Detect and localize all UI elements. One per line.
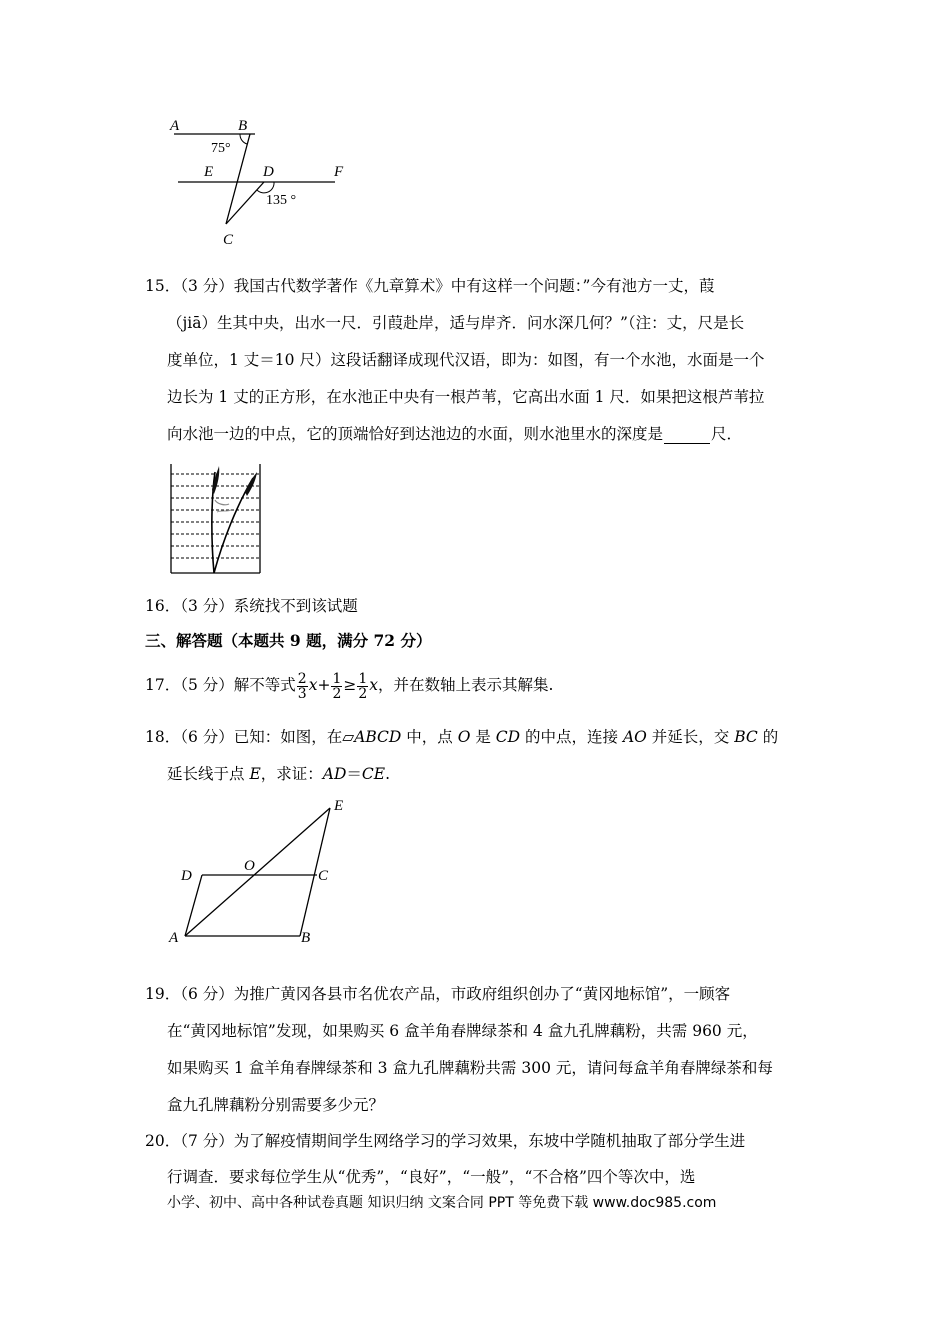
frac3-num: 1 (358, 670, 368, 687)
angle-135: 135 ° (266, 193, 297, 208)
q17 (145, 668, 553, 702)
q15-unit: 尺． (711, 425, 743, 443)
q18-p2: 中，点 (401, 728, 458, 746)
q18-ad: AD (322, 765, 347, 783)
angle-75: 75° (211, 141, 231, 156)
q18-line-2 (167, 764, 390, 784)
label-e: E (204, 164, 214, 180)
frac1-num: 2 (297, 670, 307, 687)
q18-abcd: ABCD (354, 728, 402, 746)
q15-line-4: 边长为 1 丈的正方形，在水池正中央有一根芦苇，它高出水面 1 尺．如果把这根芦苇拉 (167, 388, 765, 406)
q19-line-2: 在“黄冈地标馆”发现，如果购买 6 盒羊角春牌绿茶和 4 盒九孔牌藕粉，共需 960 元， (167, 1022, 758, 1040)
label-f: F (334, 164, 344, 180)
answer-blank[interactable] (664, 428, 710, 444)
label-c: C (223, 232, 234, 248)
q17-suffix: ，并在数轴上表示其解集. (378, 676, 554, 694)
q18-e: E (249, 765, 261, 783)
q18-l2a: 延长线于点 (167, 765, 250, 783)
frac2-den: 2 (332, 685, 342, 702)
q18-cd: CD (495, 728, 521, 746)
figure-q18-parallelogram (160, 790, 360, 950)
parallelogram-symbol: ▱ (342, 728, 355, 746)
q19-line-3: 如果购买 1 盒羊角春牌绿茶和 3 盒九孔牌藕粉共需 300 元，请问每盒羊角春牌绿茶和每 (167, 1059, 773, 1077)
q15-line-5-text: 向水池一边的中点，它的顶端恰好到达池边的水面，则水池里水的深度是 (167, 425, 664, 443)
q18-ce: CE (361, 765, 386, 783)
footer-ad: 小学、初中、高中各种试卷真题 知识归纳 文案合同 PPT 等免费下载 www.doc985.com (167, 1195, 717, 1211)
q15-line-5 (167, 424, 742, 444)
label-a: A (169, 930, 179, 946)
label-e: E (334, 798, 344, 814)
q17-prefix: 17．（5 分）解不等式 (145, 676, 296, 694)
section-3-heading: 三、解答题（本题共 9 题，满分 72 分） (145, 631, 432, 650)
q15-line-3: 度单位，1 丈＝10 尺）这段话翻译成现代汉语，即为：如图，有一个水池，水面是一个 (167, 351, 765, 369)
q18-p3: 是 (470, 728, 496, 746)
q16: 16．（3 分）系统找不到该试题 (145, 597, 358, 615)
label-b: B (238, 118, 248, 134)
fraction-1-2a (331, 672, 342, 701)
q15-line-1: 15．（3 分）我国古代数学著作《九章算术》中有这样一个问题：”今有池方一丈，葭 (145, 277, 715, 295)
q19-line-1: 19．（6 分）为推广黄冈各县市名优农产品，市政府组织创办了“黄冈地标馆”，一顾客 (145, 985, 731, 1003)
q20-line-2: 行调查．要求每位学生从“优秀”，“良好”，“一般”，“不合格”四个等次中，选 (167, 1168, 696, 1186)
q18-ao: AO (622, 728, 647, 746)
fraction-1-2b (357, 672, 368, 701)
figure-q14-angles (160, 112, 360, 252)
label-d: D (181, 868, 192, 884)
q18-p4: 的中点，连接 (520, 728, 623, 746)
plus: + (317, 676, 331, 694)
label-o: O (244, 858, 255, 874)
q19-line-4: 盒九孔牌藕粉分别需要多少元？ (167, 1096, 385, 1114)
label-b: B (301, 930, 311, 946)
q18-o: O (457, 728, 471, 746)
label-d: D (263, 164, 274, 180)
q18-p5: 并延长，交 (646, 728, 735, 746)
var-x1: x (308, 676, 318, 694)
q18-l2b: ，求证： (260, 765, 323, 783)
q20-line-1: 20．（7 分）为了解疫情期间学生网络学习的学习效果，东坡中学随机抽取了部分学生进 (145, 1132, 746, 1150)
q18-bc: BC (734, 728, 758, 746)
q18-eq: ＝ (346, 765, 362, 783)
frac3-den: 2 (358, 685, 368, 702)
q15-line-2: （jiā）生其中央，出水一尺．引葭赴岸，适与岸齐．问水深几何？”（注：丈，尺是长 (167, 314, 745, 332)
label-c: C (318, 868, 329, 884)
label-a: A (170, 118, 180, 134)
q18-line-1 (145, 727, 778, 747)
geq: ≥ (343, 676, 357, 694)
fraction-2-3 (297, 672, 308, 701)
figure-q15-pond (165, 460, 265, 580)
q18-p6: 的 (757, 728, 779, 746)
frac1-den: 3 (297, 685, 307, 702)
q18-dot: . (385, 765, 391, 783)
frac2-num: 1 (332, 670, 342, 687)
var-x2: x (369, 676, 379, 694)
q18-p1: 18．（6 分）已知：如图，在 (145, 728, 343, 746)
